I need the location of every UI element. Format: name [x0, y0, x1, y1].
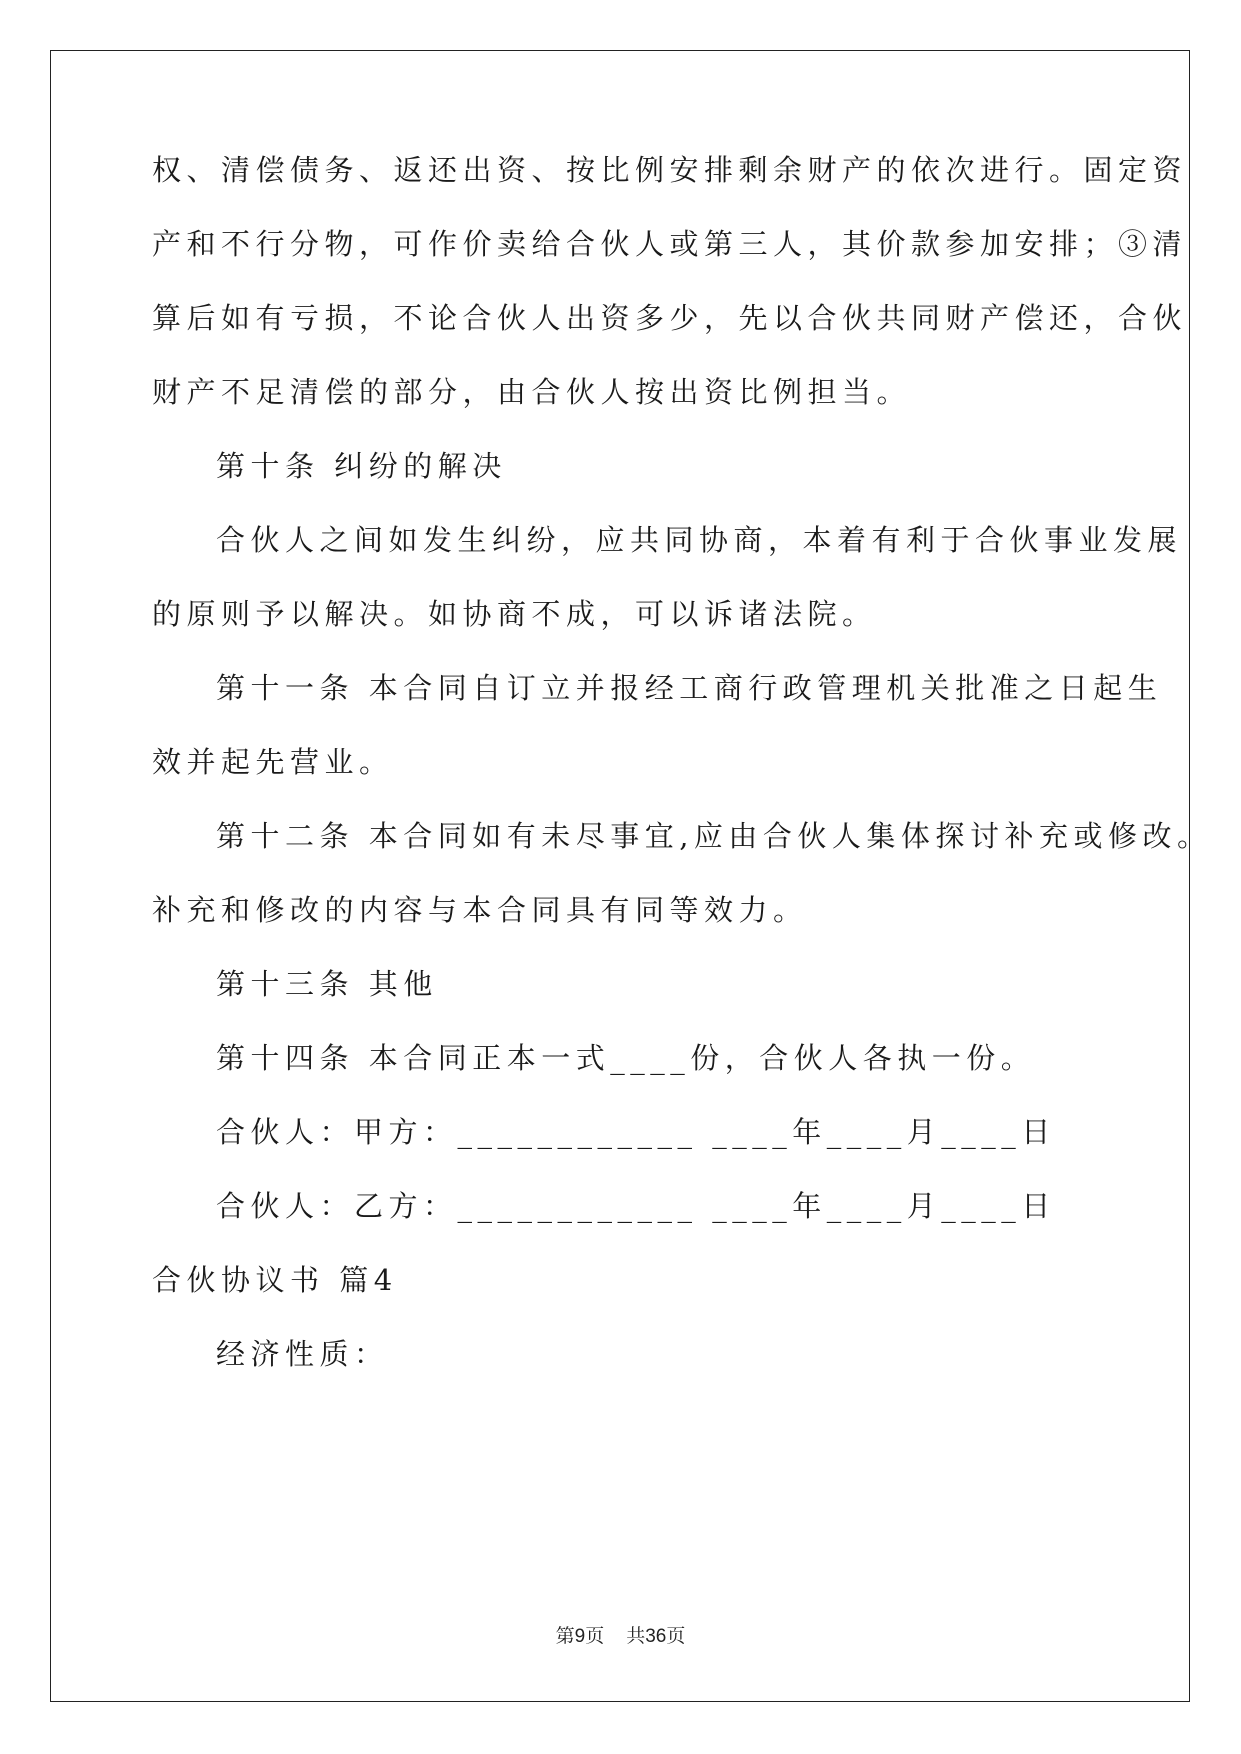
body-text-line: 权、清偿债务、返还出资、按比例安排剩余财产的依次进行。固定资: [152, 153, 1188, 187]
section-heading: 合伙协议书 篇4: [152, 1263, 398, 1297]
total-suffix: 页: [666, 1625, 686, 1647]
page-suffix: 页: [585, 1625, 605, 1647]
body-text-line: 的原则予以解决。如协商不成，可以诉诸法院。: [152, 597, 877, 631]
body-text-line: 产和不行分物，可作价卖给合伙人或第三人，其价款参加安排；③清: [152, 227, 1188, 261]
article-heading: 第十条 纠纷的解决: [216, 449, 507, 483]
body-text-line: 合伙人之间如发生纠纷，应共同协商，本着有利于合伙事业发展: [216, 523, 1183, 557]
body-text-line: 第十一条 本合同自订立并报经工商行政管理机关批准之日起生: [216, 671, 1163, 705]
total-pages: 36: [645, 1626, 667, 1647]
page-prefix: 第: [555, 1625, 575, 1647]
body-text-line: 财产不足清偿的部分，由合伙人按出资比例担当。: [152, 375, 912, 409]
body-text-line: 效并起先营业。: [152, 745, 394, 779]
body-text-line: 经济性质：: [216, 1337, 389, 1371]
body-text-line: 算后如有亏损，不论合伙人出资多少，先以合伙共同财产偿还，合伙: [152, 301, 1188, 335]
total-prefix: 共: [626, 1625, 646, 1647]
article-heading: 第十三条 其他: [216, 967, 438, 1001]
page-number: 9: [574, 1626, 586, 1647]
signature-line-party-a: 合伙人：甲方：____________ ____年____月____日: [216, 1115, 1056, 1149]
page-footer: [0, 1624, 1241, 1649]
body-text-line: 第十二条 本合同如有未尽事宜,应由合伙人集体探讨补充或修改。: [216, 819, 1212, 853]
signature-line-party-b: 合伙人：乙方：____________ ____年____月____日: [216, 1189, 1056, 1223]
body-text-line: 补充和修改的内容与本合同具有同等效力。: [152, 893, 808, 927]
body-text-line: 第十四条 本合同正本一式____份，合伙人各执一份。: [216, 1041, 1036, 1075]
